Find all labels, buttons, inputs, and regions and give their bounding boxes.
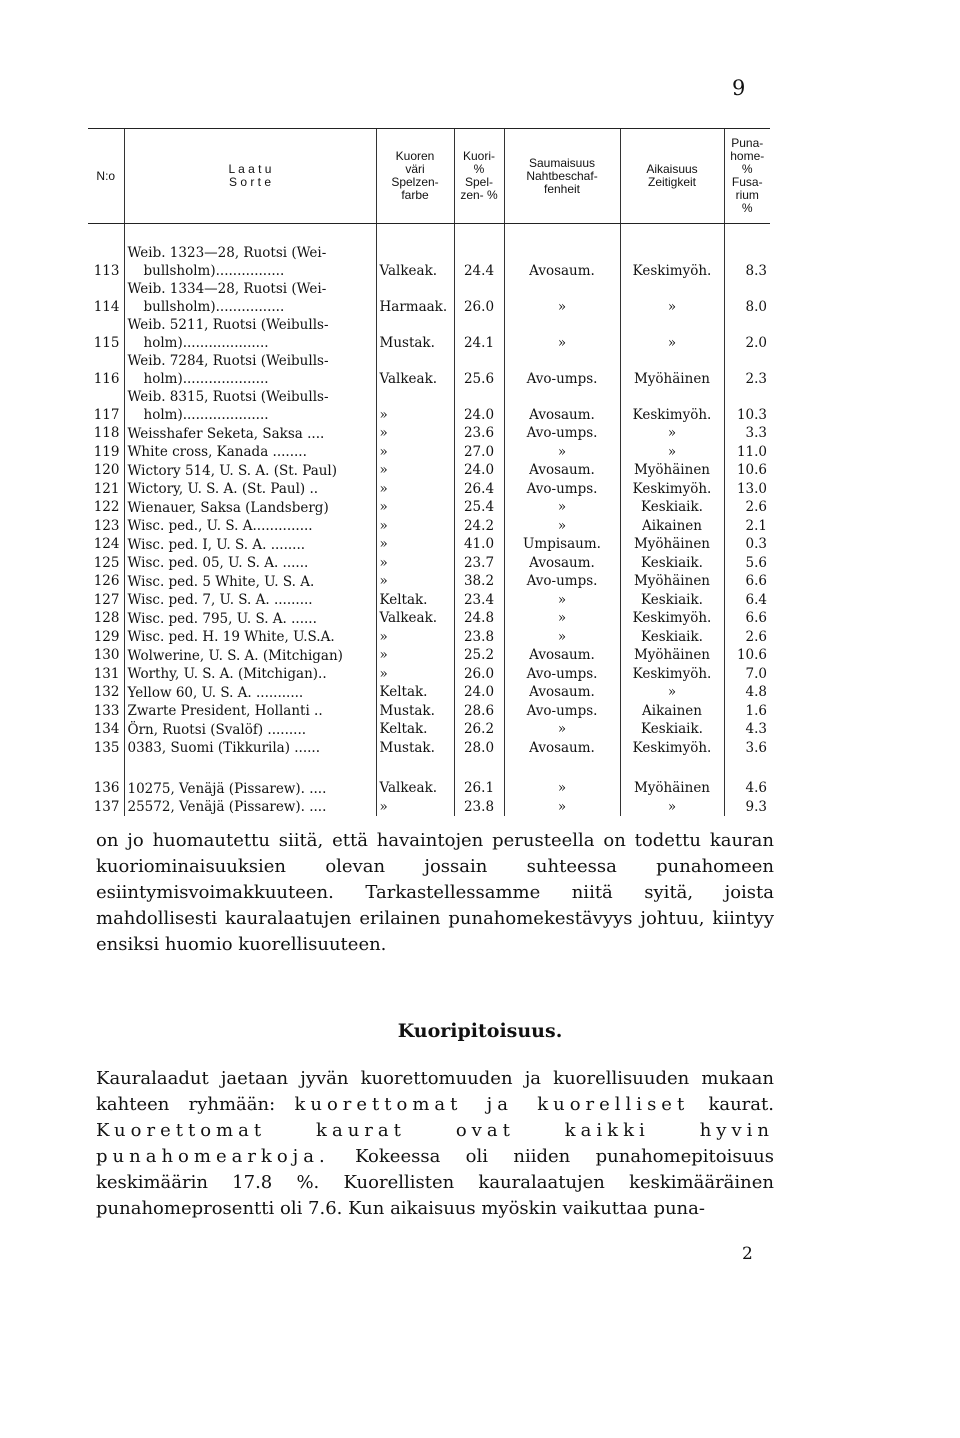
cell-kuori: 26.1 [454, 779, 504, 798]
cell-sorte [124, 591, 376, 610]
cell-no: 114 [93, 298, 120, 315]
cell-sorte [124, 316, 376, 352]
sorte-line: Wisc. ped. 795, U. S. A. ...... [127, 610, 317, 627]
cell-no: 113 [93, 262, 120, 279]
cell-sorte [124, 665, 376, 684]
spacer-cell [88, 757, 124, 779]
sorte-line: Wictory, U. S. A. (St. Paul) .. [127, 481, 319, 497]
cell-kuori: 28.6 [454, 702, 504, 721]
sorte-line: holm).................... [143, 407, 269, 423]
cell-punahome: 1.6 [724, 702, 770, 721]
cell-vari: Valkeak. [376, 779, 454, 798]
cell-no: 123 [93, 517, 120, 534]
sorte-line: Zwarte President, Hollanti .. [127, 703, 323, 719]
cell-aikaisuus: Keskiaik. [620, 720, 724, 739]
cell-vari: » [376, 388, 454, 424]
cell-no: 120 [93, 462, 120, 478]
cell-no: 130 [93, 647, 120, 663]
cell-vari: » [376, 646, 454, 665]
table-row [88, 498, 770, 517]
cell-saumaisuus: » [504, 498, 620, 517]
sorte-line: Wisc. ped. I, U. S. A. ........ [127, 536, 306, 553]
sorte-line: Weisshafer Seketa, Saksa .... [127, 425, 325, 442]
table-spacer-row [88, 224, 770, 245]
table-row [88, 798, 770, 817]
cell-kuori: 25.6 [454, 352, 504, 388]
spacer-cell [376, 757, 454, 779]
cell-kuori: 24.0 [454, 461, 504, 480]
cell-saumaisuus: Avosaum. [504, 244, 620, 280]
page-number: 9 [732, 76, 746, 100]
cell-punahome: 8.0 [724, 280, 770, 316]
header-label: L a a t u [228, 162, 272, 176]
cell-vari: » [376, 665, 454, 684]
cell-punahome: 2.1 [724, 517, 770, 536]
cultivar-table-wrapper [88, 128, 770, 816]
cell-kuori: 25.4 [454, 498, 504, 517]
table-row [88, 280, 770, 316]
cell-kuori: 24.1 [454, 316, 504, 352]
cell-sorte [124, 572, 376, 591]
cell-kuori: 26.4 [454, 480, 504, 499]
table-row [88, 535, 770, 554]
cell-kuori: 38.2 [454, 572, 504, 591]
cell-kuori: 27.0 [454, 443, 504, 462]
cell-aikaisuus: Myöhäinen [620, 779, 724, 798]
cell-no: 121 [93, 480, 120, 497]
cell-kuori: 26.2 [454, 720, 504, 739]
table-row [88, 244, 770, 280]
spacer-cell [620, 757, 724, 779]
cell-sorte [124, 554, 376, 573]
cell-no: 132 [93, 684, 120, 700]
cell-aikaisuus: Keskiaik. [620, 498, 724, 517]
spacer-cell [620, 224, 724, 245]
cell-sorte [124, 702, 376, 721]
sorte-line: Örn, Ruotsi (Svalöf) ......... [127, 721, 307, 738]
cell-punahome: 5.6 [724, 554, 770, 573]
cell-aikaisuus: Keskimyöh. [620, 480, 724, 499]
sorte-line: Wisc. ped. 05, U. S. A. ...... [127, 555, 309, 571]
cell-no: 136 [93, 780, 120, 796]
cell-vari: » [376, 572, 454, 591]
cell-vari: Keltak. [376, 591, 454, 610]
sorte-line: Wisc. ped. H. 19 White, U.S.A. [127, 629, 335, 645]
header-label: Kuoren [395, 149, 435, 163]
cell-sorte [124, 480, 376, 499]
sorte-line: Wisc. ped. 7, U. S. A. ......... [127, 592, 313, 608]
table-row [88, 316, 770, 352]
cell-aikaisuus: Keskimyöh. [620, 665, 724, 684]
cell-kuori: 24.0 [454, 388, 504, 424]
header-label: Spel- [464, 175, 493, 189]
cell-no: 115 [93, 334, 120, 351]
header-label: % [473, 162, 485, 176]
header-label: fenheit [543, 181, 581, 196]
table-row [88, 665, 770, 684]
table-row [88, 779, 770, 798]
cell-sorte [124, 798, 376, 817]
cell-punahome: 10.3 [724, 388, 770, 424]
cell-saumaisuus: » [504, 628, 620, 647]
cell-punahome: 4.3 [724, 720, 770, 739]
table-row [88, 646, 770, 665]
cell-kuori: 28.0 [454, 739, 504, 758]
cell-no: 122 [93, 499, 120, 515]
cell-aikaisuus: » [620, 683, 724, 702]
cell-punahome: 0.3 [724, 535, 770, 554]
cell-kuori: 24.8 [454, 609, 504, 628]
cell-saumaisuus: Avosaum. [504, 554, 620, 573]
header-label: % [741, 162, 753, 176]
cell-punahome: 2.0 [724, 316, 770, 352]
cell-vari: Harmaak. [376, 280, 454, 316]
sorte-line: White cross, Kanada ........ [127, 444, 307, 460]
table-gap-row [88, 757, 770, 779]
cell-saumaisuus: Avosaum. [504, 461, 620, 480]
cell-no: 117 [93, 406, 120, 423]
cell-no: 137 [93, 798, 120, 815]
header-kuoren-vari [376, 129, 454, 224]
sorte-line: Weib. 8315, Ruotsi (Weibulls- [127, 389, 329, 405]
cell-kuori: 23.4 [454, 591, 504, 610]
cell-aikaisuus: Myöhäinen [620, 535, 724, 554]
cell-saumaisuus: » [504, 798, 620, 817]
cell-sorte [124, 352, 376, 388]
cell-no: 127 [93, 591, 120, 608]
header-no [88, 129, 124, 224]
cell-aikaisuus: » [620, 280, 724, 316]
header-label: Saumaisuus [528, 155, 596, 170]
cell-no: 134 [93, 721, 120, 737]
cell-kuori: 23.7 [454, 554, 504, 573]
cell-punahome: 11.0 [724, 443, 770, 462]
cell-aikaisuus: Myöhäinen [620, 352, 724, 388]
cell-sorte [124, 498, 376, 517]
cell-saumaisuus: » [504, 517, 620, 536]
cell-aikaisuus: Aikainen [620, 517, 724, 536]
header-label: N:o [96, 168, 116, 183]
cell-saumaisuus: » [504, 280, 620, 316]
cell-kuori: 24.0 [454, 683, 504, 702]
cell-sorte [124, 646, 376, 665]
cell-vari: » [376, 424, 454, 443]
cell-aikaisuus: Keskimyöh. [620, 244, 724, 280]
table-row [88, 443, 770, 462]
cell-kuori: 23.6 [454, 424, 504, 443]
cell-vari: Keltak. [376, 683, 454, 702]
paragraph-shell-observation: on jo huomautettu siitä, että havaintojen perusteella on todettu kauran kuoriominaisuuksien olevan jossain suhteessa punahomeen esiintymisvoimakkuuteen. Tarkastellessamme niitä syitä, joista mahdollisesti kauralaatujen erilainen punahomekestävyys johtuu, kiintyy ensiksi huomio kuorellisuuteen. [96, 830, 774, 955]
table-row [88, 572, 770, 591]
cell-no: 118 [93, 425, 120, 441]
table-row [88, 683, 770, 702]
table-row [88, 480, 770, 499]
cell-vari: Mustak. [376, 316, 454, 352]
sorte-line: Wisc. ped., U. S. A.............. [127, 518, 313, 534]
spaced-phrase: kuorettomat ja kuorelliset [294, 1094, 690, 1115]
header-label: home- [730, 149, 765, 163]
cell-vari: Mustak. [376, 739, 454, 758]
cell-saumaisuus: » [504, 591, 620, 610]
cell-punahome: 2.6 [724, 628, 770, 647]
cell-punahome: 2.6 [724, 498, 770, 517]
header-saumaisuus [504, 129, 620, 224]
header-label: Kuori- [462, 149, 495, 163]
sorte-line: holm).................... [143, 371, 269, 387]
cell-vari: » [376, 498, 454, 517]
cell-aikaisuus: Myöhäinen [620, 461, 724, 480]
sorte-line: 0383, Suomi (Tikkurila) ...... [127, 740, 321, 756]
header-label: farbe [401, 188, 429, 202]
cell-sorte [124, 388, 376, 424]
cell-punahome: 4.6 [724, 779, 770, 798]
cell-aikaisuus: Keskimyöh. [620, 609, 724, 628]
cell-no: 125 [93, 554, 120, 571]
header-punahome-pct [724, 129, 770, 224]
cell-punahome: 4.8 [724, 683, 770, 702]
cell-vari: Valkeak. [376, 244, 454, 280]
spacer-cell [124, 757, 376, 779]
cell-saumaisuus: » [504, 779, 620, 798]
paragraph-hull-groups [96, 1066, 774, 1222]
cell-vari: Valkeak. [376, 352, 454, 388]
cell-saumaisuus: Umpisaum. [504, 535, 620, 554]
header-label: Puna- [731, 136, 764, 150]
cell-aikaisuus: Keskimyöh. [620, 739, 724, 758]
header-label: Fusa- [731, 175, 763, 189]
cell-vari: » [376, 535, 454, 554]
cell-no: 128 [93, 610, 120, 626]
cell-aikaisuus: Keskiaik. [620, 591, 724, 610]
cell-no: 129 [93, 628, 120, 645]
cell-saumaisuus: Avo-umps. [504, 702, 620, 721]
spacer-cell [724, 757, 770, 779]
section-heading: Kuoripitoisuus. [397, 1020, 563, 1042]
cell-aikaisuus: » [620, 443, 724, 462]
sorte-line: Worthy, U. S. A. (Mitchigan).. [127, 666, 327, 682]
cell-punahome: 9.3 [724, 798, 770, 817]
cell-aikaisuus: Keskimyöh. [620, 388, 724, 424]
cell-no: 124 [93, 536, 120, 552]
cell-kuori: 25.2 [454, 646, 504, 665]
sorte-line: Weib. 5211, Ruotsi (Weibulls- [127, 317, 329, 333]
cell-kuori: 24.2 [454, 517, 504, 536]
cell-no: 119 [93, 443, 120, 460]
cell-vari: » [376, 517, 454, 536]
cell-kuori: 41.0 [454, 535, 504, 554]
table-header-row [88, 129, 770, 224]
cell-sorte [124, 424, 376, 443]
cell-punahome: 8.3 [724, 244, 770, 280]
sorte-line: Weib. 1334—28, Ruotsi (Wei- [127, 281, 327, 297]
sorte-line: Weib. 7284, Ruotsi (Weibulls- [127, 353, 329, 369]
cell-sorte [124, 683, 376, 702]
spacer-cell [504, 757, 620, 779]
table-row [88, 388, 770, 424]
cell-saumaisuus: Avosaum. [504, 388, 620, 424]
cell-no: 126 [93, 573, 120, 589]
sorte-line: Weib. 1323—28, Ruotsi (Wei- [127, 245, 327, 261]
cell-aikaisuus: Keskiaik. [620, 628, 724, 647]
cell-vari: » [376, 554, 454, 573]
paragraph-text: Kokeessa oli niiden punahomepitoisuus keskimäärin 17.8 %. Kuorellisten kauralaatujen keskimääräinen punahomeprosentti oli 7.6. Kun aikaisuus myöskin vaikuttaa puna- [96, 1146, 774, 1219]
header-label: zen- % [460, 188, 498, 202]
cell-saumaisuus: Avosaum. [504, 739, 620, 758]
header-sorte [124, 129, 376, 224]
cell-vari: Valkeak. [376, 609, 454, 628]
cell-punahome: 3.3 [724, 424, 770, 443]
cell-saumaisuus: Avo-umps. [504, 665, 620, 684]
sorte-line: holm).................... [143, 335, 269, 351]
table-row [88, 517, 770, 536]
sorte-line: bullsholm)................ [143, 263, 285, 279]
cell-no: 133 [93, 702, 120, 719]
cell-no: 135 [93, 739, 120, 756]
cell-kuori: 26.0 [454, 665, 504, 684]
sorte-line: Yellow 60, U. S. A. ........... [127, 684, 304, 701]
cell-vari: » [376, 443, 454, 462]
cell-punahome: 10.6 [724, 646, 770, 665]
header-label: Spelzen- [391, 175, 439, 189]
cell-sorte [124, 443, 376, 462]
footer-number: 2 [742, 1244, 753, 1264]
sorte-line: Wisc. ped. 5 White, U. S. A. [127, 573, 315, 590]
cell-sorte [124, 517, 376, 536]
spacer-cell [454, 224, 504, 245]
cell-aikaisuus: Myöhäinen [620, 572, 724, 591]
table-row [88, 591, 770, 610]
sorte-line: 10275, Venäjä (Pissarew). .... [127, 780, 327, 797]
cell-punahome: 2.3 [724, 352, 770, 388]
header-label: S o r t e [228, 175, 272, 189]
cell-no: 116 [93, 370, 120, 387]
cell-aikaisuus: Keskiaik. [620, 554, 724, 573]
cell-saumaisuus: » [504, 609, 620, 628]
spacer-cell [376, 224, 454, 245]
cell-saumaisuus: » [504, 316, 620, 352]
paragraph-text: Kauralaadut jaetaan jyvän kuorettomuuden ja kuorellisuuden mukaan kahteen ryhmään: [96, 1068, 774, 1115]
cell-sorte [124, 609, 376, 628]
spacer-cell [724, 224, 770, 245]
sorte-line: Wienauer, Saksa (Landsberg) [127, 499, 329, 516]
spaced-phrase: Kuorettomat kaurat ovat kaikki hyvin punahomearkoja. [96, 1120, 774, 1167]
spacer-cell [454, 757, 504, 779]
cell-aikaisuus: Aikainen [620, 702, 724, 721]
cell-kuori: 24.4 [454, 244, 504, 280]
spacer-cell [88, 224, 124, 245]
header-label: väri [405, 162, 425, 176]
cell-sorte [124, 535, 376, 554]
cell-vari: » [376, 480, 454, 499]
cell-punahome: 6.4 [724, 591, 770, 610]
cell-sorte [124, 779, 376, 798]
cell-sorte [124, 461, 376, 480]
spacer-cell [504, 224, 620, 245]
cell-vari: » [376, 798, 454, 817]
cell-kuori: 26.0 [454, 280, 504, 316]
cell-vari: » [376, 461, 454, 480]
cell-punahome: 10.6 [724, 461, 770, 480]
cell-sorte [124, 280, 376, 316]
spacer-cell [124, 224, 376, 245]
table-row [88, 628, 770, 647]
sorte-line: bullsholm)................ [143, 299, 285, 315]
header-kuori-pct [454, 129, 504, 224]
cell-saumaisuus: » [504, 443, 620, 462]
cell-sorte [124, 720, 376, 739]
table-row [88, 702, 770, 721]
table-row [88, 720, 770, 739]
cell-saumaisuus: Avo-umps. [504, 480, 620, 499]
cultivar-table [88, 128, 770, 816]
cell-aikaisuus: Myöhäinen [620, 646, 724, 665]
cell-aikaisuus: » [620, 316, 724, 352]
cell-vari: Keltak. [376, 720, 454, 739]
cell-no: 131 [93, 665, 120, 682]
table-row [88, 739, 770, 758]
cell-saumaisuus: Avo-umps. [504, 352, 620, 388]
sorte-line: Wictory 514, U. S. A. (St. Paul) [127, 462, 338, 479]
header-label: Zeitigkeit [647, 175, 697, 189]
sorte-line: Wolwerine, U. S. A. (Mitchigan) [127, 647, 343, 664]
cell-kuori: 23.8 [454, 628, 504, 647]
cell-punahome: 6.6 [724, 572, 770, 591]
cell-sorte [124, 628, 376, 647]
header-label: Nahtbeschaf- [526, 168, 598, 183]
cell-vari: » [376, 628, 454, 647]
cell-kuori: 23.8 [454, 798, 504, 817]
cell-punahome: 3.6 [724, 739, 770, 758]
cell-vari: Mustak. [376, 702, 454, 721]
header-label: % [741, 201, 753, 215]
cell-sorte [124, 244, 376, 280]
cell-saumaisuus: Avosaum. [504, 683, 620, 702]
cell-saumaisuus: » [504, 720, 620, 739]
cell-saumaisuus: Avo-umps. [504, 572, 620, 591]
header-aikaisuus [620, 129, 724, 224]
table-row [88, 609, 770, 628]
cell-punahome: 6.6 [724, 609, 770, 628]
header-label: rium [735, 188, 759, 202]
header-label: Aikaisuus [646, 162, 698, 176]
table-row [88, 424, 770, 443]
cell-punahome: 13.0 [724, 480, 770, 499]
cell-punahome: 7.0 [724, 665, 770, 684]
table-row [88, 461, 770, 480]
cell-aikaisuus: » [620, 798, 724, 817]
cell-aikaisuus: » [620, 424, 724, 443]
cell-sorte [124, 739, 376, 758]
table-row [88, 554, 770, 573]
paragraph-text: kaurat. [689, 1094, 774, 1115]
cell-saumaisuus: Avo-umps. [504, 424, 620, 443]
table-body [88, 224, 770, 817]
sorte-line: 25572, Venäjä (Pissarew). .... [127, 799, 327, 815]
cell-saumaisuus: Avosaum. [504, 646, 620, 665]
table-row [88, 352, 770, 388]
